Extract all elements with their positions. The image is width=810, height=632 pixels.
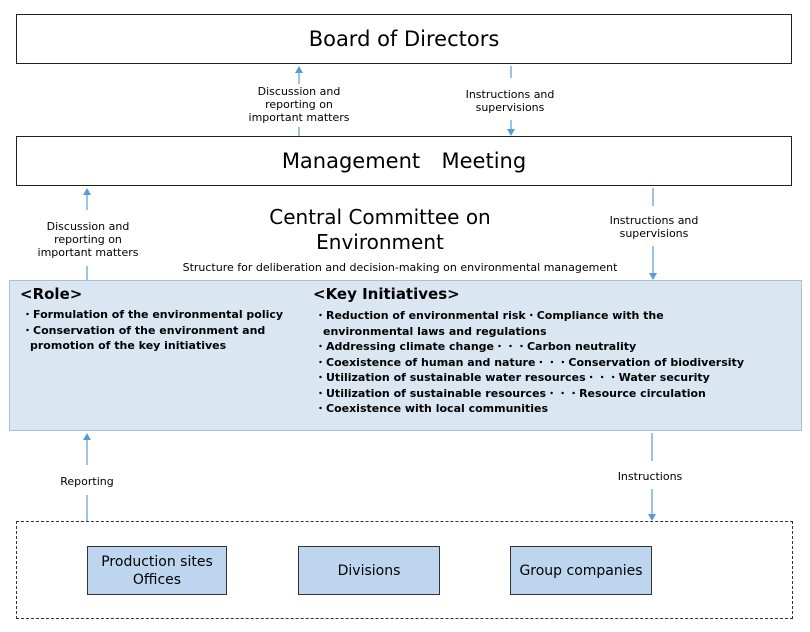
top-down-label: Instructions and supervisions [465,88,555,114]
top-up-label: Discussion and reporting on important matters [248,85,350,124]
list-item: ・Reduction of environmental risk・Compliance with the environmental laws and regulations [315,309,664,338]
unit-group-companies: Group companies [510,546,652,595]
list-item: ・Formulation of the environmental policy [22,308,284,321]
committee-subtitle: Structure for deliberation and decision-making on environmental management [182,261,618,274]
role-heading: <Role> [20,285,83,303]
list-item: ・Coexistence of human and nature・・・Conservation of biodiversity [315,355,744,369]
management-meeting-box [16,136,792,186]
list-item: ・Addressing climate change・・・Carbon neutrality [315,340,637,353]
list-item: ・Coexistence with local communities [315,402,549,415]
unit-production-sites: Production sites Offices [87,546,227,595]
initiatives-list [315,308,755,417]
list-item: ・Conservation of the environment and promotion of the key initiatives [22,323,266,352]
instructions-label: Instructions [617,470,683,483]
role-list [22,307,284,354]
reporting-label: Reporting [60,475,114,488]
mid-down-label: Instructions and supervisions [609,214,699,240]
board-label: Board of Directors [308,27,500,51]
unit-divisions: Divisions [298,546,440,595]
committee-panel [9,280,802,431]
management-label: Management Meeting [281,149,527,173]
list-item: ・Utilization of sustainable water resources・・・Water security [315,371,710,384]
committee-title: Central Committee on Environment [269,205,491,254]
list-item: ・Utilization of sustainable resources・・・Resource circulation [315,386,706,400]
initiatives-heading: <Key Initiatives> [313,285,460,303]
board-of-directors-box [16,14,792,64]
mid-up-label: Discussion and reporting on important matters [37,220,139,259]
